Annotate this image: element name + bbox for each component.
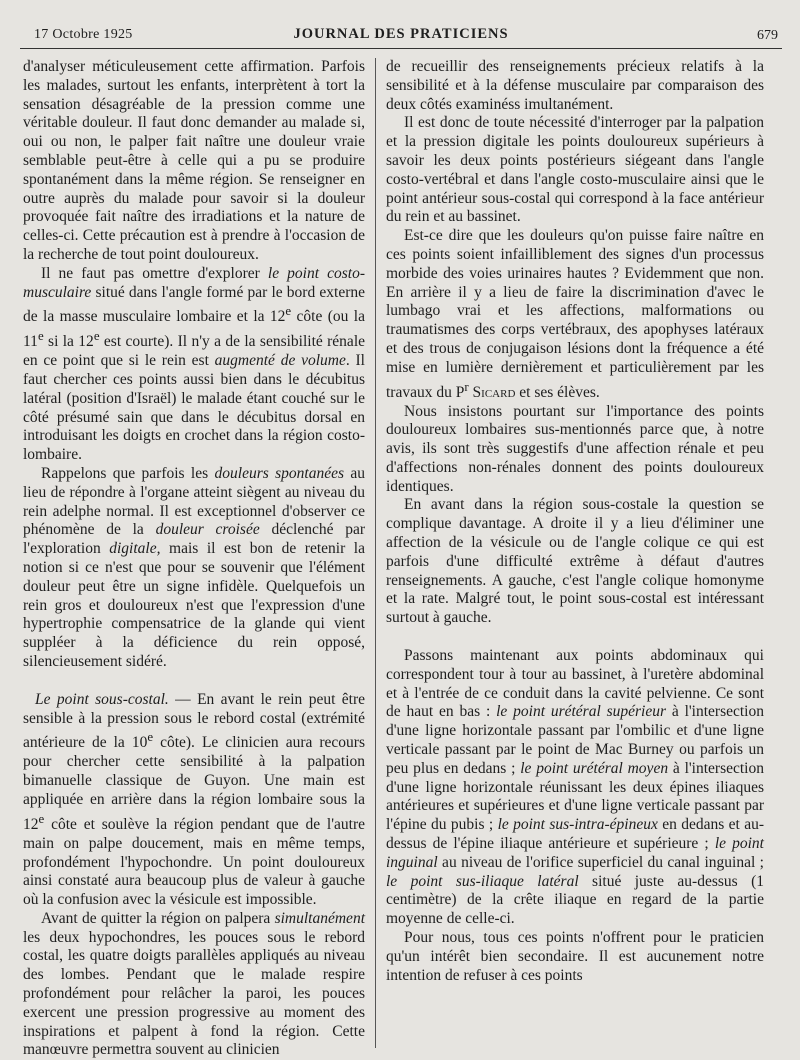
paragraph: Nous insistons pourtant sur l'importance des points douloureux lombaires sus-mentionnés parce que, à notre avis, ils sont très suggestifs d'une affection rénale et peu d'affections non-rénales donnent des points douloureux identiques. bbox=[386, 402, 764, 495]
paragraph: Avant de quitter la région on palpera simultanément les deux hypochondres, les pouces sous le rebord costal, les quatre doigts parallèles appliqués au niveau des lombes. Pendant que le malade respire profondément pour relâcher la paroi, les pouces exercent une pression progressive au moment des inspirations et palpent à fond la région. Cette manœuvre permettra souvent au clinicien bbox=[23, 909, 365, 1059]
paragraph: de recueillir des renseignements précieux relatifs à la sensibilité et à la défense musculaire par comparaison des deux côtés examinéss imultanément. bbox=[386, 58, 764, 113]
paragraph: Pour nous, tous ces points n'offrent pour le praticien qu'un intérêt bien secondaire. Il est aucunement notre intention de refuser à ces points bbox=[386, 929, 764, 984]
paragraph: d'analyser méticuleusement cette affirmation. Parfois les malades, surtout les enfants, interprètent à tort la sensation désagréable de la pression comme une véritable douleur. Il faut donc demander au malade si, oui ou non, le palper fait naître une douleur vraie semblable peut-être à celle qui a pu se produire spontanément dans la même région. Se renseigner en outre auprès du malade pour savoir si la douleur provoquée fait naître des irradiations et la nature de celles-ci. Cette précaution est à prendre à l'occasion de la recherche de tout point douloureux. bbox=[23, 58, 365, 263]
paragraph-point-sous-costal: Le point sous-costal. — En avant le rein peut être sensible à la pression sous le rebord costal (extrémité antérieure de la 10e côte). Le clinicien aura recours pour chercher cette sensibilité à la palpation bimanuelle classique de Guyon. Une main est appliquée en arrière dans la région lombaire sous la 12e côte et soulève la région pendant que de l'autre main on palpe doucement, mais en même temps, profondément l'hypochondre. Un point douloureux ainsi constaté aura beaucoup plus de valeur à gauche où la confusion avec la vésicule est impossible. bbox=[23, 690, 365, 909]
term-point-costo-musculaire: le point costo-musculaire bbox=[23, 264, 365, 301]
header-date: 17 Octobre 1925 bbox=[34, 27, 133, 42]
paragraph: Il ne faut pas omettre d'explorer le point costo-musculaire situé dans l'angle formé par le bord externe de la masse musculaire lombaire et la 12e côte (ou la 11e si la 12e est courte). Il n'y a de la sensibilité rénale en ce point que si le rein est augmenté de volume. Il faut chercher ces points aussi bien dans le décubitus latéral (position d'Israël) le malade étant couché sur le côté présumé sain que dans le décubitus dorsal en introduisant les doigts en crochet dans la région costo-lombaire. bbox=[23, 264, 366, 464]
journal-title: JOURNAL DES PRATICIENS bbox=[293, 26, 509, 42]
paragraph: Est-ce dire que les douleurs qu'on puisse faire naître en ces points soient infailliblement des signes d'un processus morbide des voies urinaires hautes ? Evidemment que non. En arrière il y a lieu de faire la discrimination d'avec le lumbago vrai et les affections, malformations ou traumatismes des corps vertébraux, des apophyses latéraux et des trous de conjugaison lésions dont la fréquence a été mise en lumière dernièrement et particulièrement par les travaux du $P^r$ Sicard et ses élèves. bbox=[386, 227, 764, 401]
paragraph: Rappelons que parfois les douleurs spontanées au lieu de répondre à l'organe atteint siègent au niveau du rein adelphe normal. Il est exceptionnel d'observer ce phénomène de la douleur croisée déclenché par l'exploration digitale, mais il est bon de retenir la notion si ce n'est que pour se souvenir que l'élément douleur peut être un signe infidèle. Quelquefois un rein gros et douloureux n'est que l'expression d'une hypertrophie compensatrice de la glande qui vient suppléer à la déficience du rein opposé, silencieusement sidéré. bbox=[23, 465, 366, 671]
right-column bbox=[386, 58, 764, 1048]
section-heading: Le point sous-costal. bbox=[35, 690, 169, 708]
paragraph-points-abdominaux: Passons maintenant aux points abdominaux qui correspondent tour à tour au bassinet, à l'uretère abdominal et à l'entrée de ce conduit dans la cavité pelvienne. Ce sont de haut en bas : le point urétéral supérieur à l'intersection d'une ligne horizontale passant par l'ombilic et d'une ligne verticale passant par le point de Mac Burney ou parfois un peu plus en dedans ; le point urétéral moyen à l'intersection d'une ligne horizontale réunissant les deux épines iliaques antérieures et supérieures et d'une ligne verticale passant par l'épine du pubis ; le point sus-intra-épineux en dedans et au-dessus de l'épine iliaque antérieure et supérieure ; le point inguinal au niveau de l'orifice superficiel du canal inguinal ; le point sus-iliaque latéral situé juste au-dessus (1 centimètre) de la crête iliaque en regard de la partie moyenne de celle-ci. bbox=[386, 647, 765, 928]
paragraph: En avant dans la région sous-costale la question se complique davantage. A droite il y a lieu d'éliminer une affection de la vésicule ou de l'angle colique ce qui est parfois d'une difficulté extrême à défaut d'autres renseignements. A gauche, c'est l'angle colique homonyme et la rate. Malgré tout, le point sous-costal est intéressant surtout à gauche. bbox=[386, 496, 764, 627]
left-column bbox=[23, 58, 366, 1059]
paragraph: Il est donc de toute nécessité d'interroger par la palpation et la pression digitale les points douloureux supérieurs à savoir les deux points postérieurs siégeant dans l'angle costo-vertébral et dans l'angle costo-musculaire ainsi que le point antérieur sous-costal qui correspond à la face antérieur du rein et au bassinet. bbox=[386, 114, 764, 226]
page-number: 679 bbox=[757, 28, 778, 43]
running-header bbox=[20, 24, 782, 49]
column-rule bbox=[375, 58, 376, 1048]
